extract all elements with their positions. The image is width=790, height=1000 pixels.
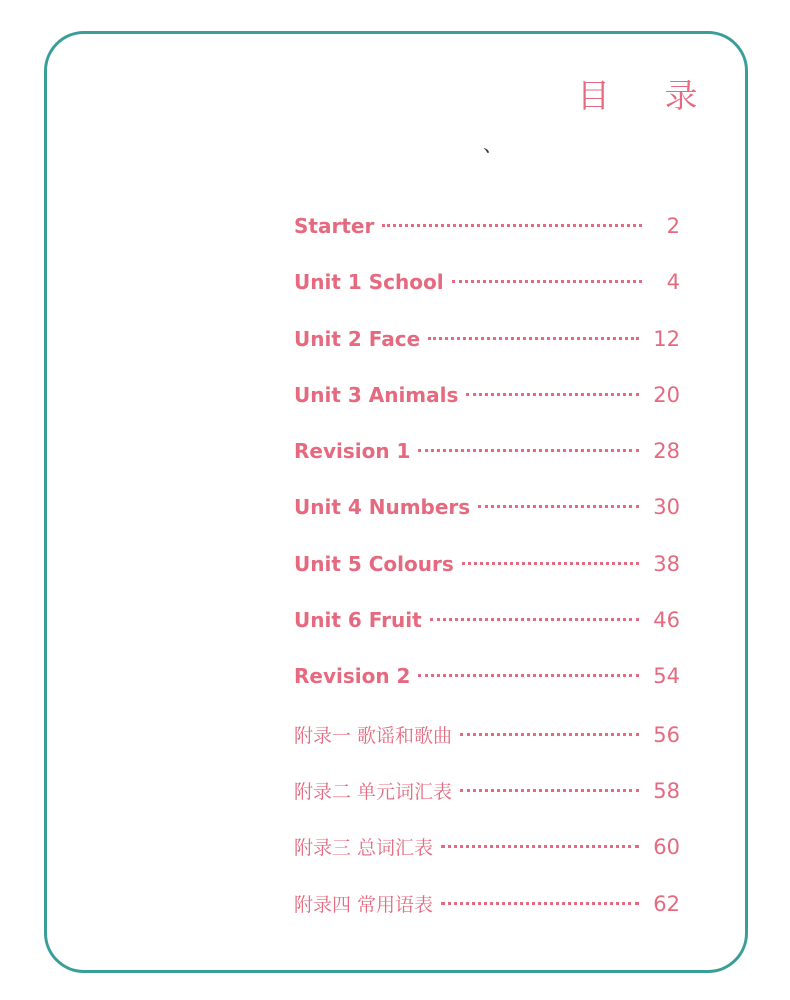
- toc-entry-appendix-3[interactable]: [294, 833, 680, 889]
- toc-page-number: 60: [653, 835, 680, 860]
- dot-leader: [418, 449, 639, 452]
- toc-entry-revision-2[interactable]: [294, 664, 680, 720]
- toc-entry-title: 附录三 总词汇表: [294, 837, 434, 860]
- toc-page-number: 56: [653, 722, 680, 747]
- toc-page-number: 12: [653, 326, 680, 351]
- toc-entry-title: Unit 3 Animals: [294, 382, 459, 407]
- toc-entry-unit-1[interactable]: [294, 270, 680, 326]
- toc-entry-starter[interactable]: [294, 214, 680, 270]
- toc-page-number: 28: [653, 439, 680, 464]
- dot-leader: [428, 337, 639, 340]
- toc-page-number: 46: [653, 608, 680, 633]
- toc-entry-unit-4[interactable]: [294, 495, 680, 551]
- toc-entry-title: Starter: [294, 214, 375, 238]
- dot-leader: [460, 789, 639, 792]
- page-title: 目 录: [577, 76, 720, 115]
- toc-entry-title: 附录二 单元词汇表: [294, 780, 453, 803]
- toc-page-number: 20: [653, 382, 680, 407]
- toc-entry-title: Unit 2 Face: [294, 326, 421, 351]
- table-of-contents: [294, 214, 680, 946]
- dot-leader: [462, 562, 640, 565]
- stray-mark: 、: [483, 132, 503, 156]
- toc-page-number: 2: [666, 214, 680, 238]
- toc-entry-revision-1[interactable]: [294, 439, 680, 495]
- toc-entry-title: Unit 4 Numbers: [294, 495, 471, 520]
- dot-leader: [478, 505, 639, 508]
- toc-entry-title: Unit 6 Fruit: [294, 608, 422, 633]
- dot-leader: [441, 845, 639, 848]
- toc-entry-title: Unit 1 School: [294, 270, 444, 295]
- toc-page-number: 58: [653, 778, 680, 803]
- toc-entry-unit-3[interactable]: [294, 383, 680, 439]
- toc-entry-appendix-2[interactable]: [294, 777, 680, 833]
- toc-entry-title: 附录一 歌谣和歌曲: [294, 724, 453, 747]
- toc-page-number: 62: [653, 891, 680, 916]
- dot-leader: [430, 618, 640, 621]
- toc-entry-unit-6[interactable]: [294, 608, 680, 664]
- dot-leader: [452, 280, 642, 283]
- toc-entry-title: Revision 1: [294, 439, 411, 464]
- dot-leader: [460, 733, 639, 736]
- toc-page-number: 30: [653, 495, 680, 520]
- toc-entry-unit-5[interactable]: [294, 552, 680, 608]
- toc-page-number: 38: [653, 551, 680, 576]
- toc-entry-unit-2[interactable]: [294, 327, 680, 383]
- toc-page-number: 4: [666, 270, 680, 295]
- dot-leader: [418, 674, 639, 677]
- dot-leader: [382, 224, 642, 227]
- toc-entry-appendix-1[interactable]: [294, 721, 680, 777]
- toc-page-number: 54: [653, 664, 680, 689]
- toc-entry-title: Revision 2: [294, 664, 411, 689]
- toc-entry-title: Unit 5 Colours: [294, 551, 454, 576]
- dot-leader: [466, 393, 639, 396]
- toc-entry-title: 附录四 常用语表: [294, 893, 434, 916]
- toc-entry-appendix-4[interactable]: [294, 890, 680, 946]
- dot-leader: [441, 902, 639, 905]
